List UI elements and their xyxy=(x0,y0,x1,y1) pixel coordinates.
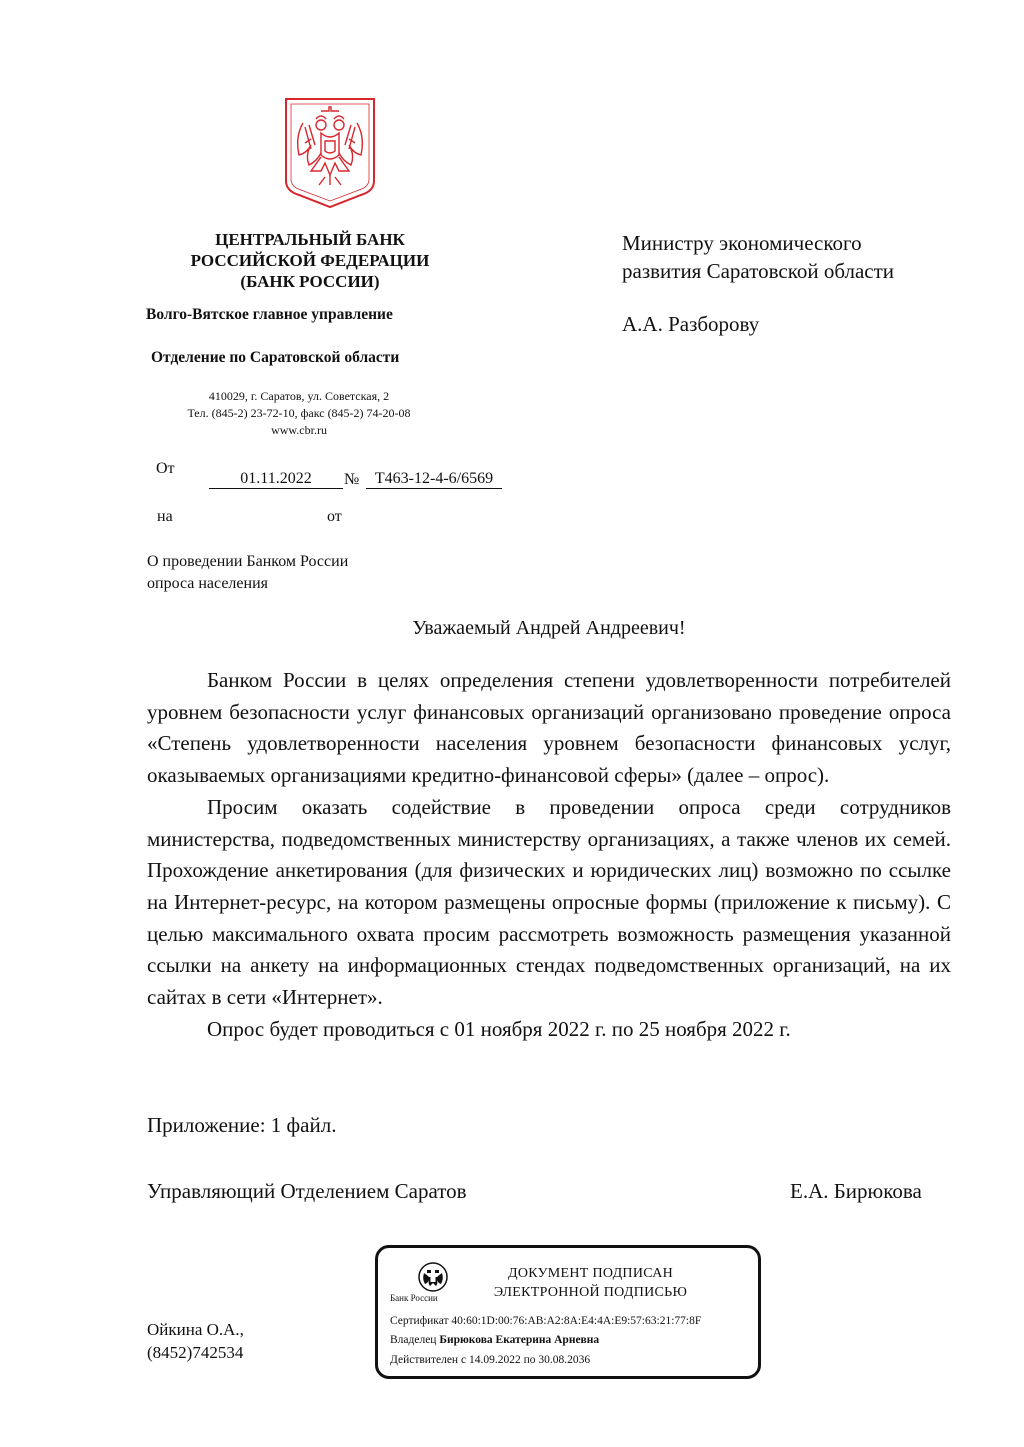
subject-line: О проведении Банком России xyxy=(147,553,349,570)
signer-name: Е.А. Бирюкова xyxy=(790,1179,922,1203)
subject-line: опроса населения xyxy=(147,575,268,592)
attachment-note: Приложение: 1 файл. xyxy=(147,1113,337,1137)
owner-label: Владелец xyxy=(390,1334,437,1346)
executor-name: Ойкина О.А., xyxy=(147,1320,244,1339)
body-paragraph: Опрос будет проводиться с 01 ноября 2022 г. по 25 ноября 2022 г. xyxy=(207,1016,791,1041)
validity-line xyxy=(390,1354,590,1366)
number-label: № xyxy=(344,471,360,488)
body-paragraph: Банком России в целях определения степени удовлетворенности потребителей уровнем безопасности услуг финансовых организаций организовано проведение опроса «Степень удовлетворенности населения уровнем безопасности финансовых услуг, оказываемых организациями кредитно-финансовой сферы» (далее – опрос). xyxy=(147,668,951,788)
stamp-logo-caption: Банк России xyxy=(390,1293,438,1303)
stamp-header-line: ЭЛЕКТРОННОЙ ПОДПИСЬЮ xyxy=(493,1285,688,1300)
letter-number: Т463-12-4-6/6569 xyxy=(366,470,502,489)
stamp-header-line: ДОКУМЕНТ ПОДПИСАН xyxy=(507,1266,674,1281)
letter-subject xyxy=(147,551,348,595)
recipient-position xyxy=(622,229,894,285)
valid-to-date: 30.08.2036 xyxy=(538,1354,591,1366)
letter-body xyxy=(147,665,951,1045)
website-link[interactable]: www.cbr.ru xyxy=(271,423,327,437)
owner-line xyxy=(390,1334,599,1346)
valid-from-label: с xyxy=(460,1354,467,1366)
e-signature-stamp xyxy=(375,1245,761,1379)
executor-phone: (8452)742534 xyxy=(147,1343,244,1362)
address-block xyxy=(140,388,458,439)
bank-name-line: ЦЕНТРАЛЬНЫЙ БАНК xyxy=(215,230,405,249)
executor-info xyxy=(147,1318,244,1364)
certificate-label: Сертификат xyxy=(390,1315,449,1327)
stamp-header xyxy=(478,1264,703,1302)
phone-line: Тел. (845-2) 23-72-10, факс (845-2) 74-20-08 xyxy=(187,406,411,420)
branch-name: Отделение по Саратовской области xyxy=(151,349,400,366)
letter-date: 01.11.2022 xyxy=(209,470,343,489)
certificate-value: 40:60:1D:00:76:AB:A2:8A:E4:4A:E9:57:63:21:77:8F xyxy=(451,1315,702,1327)
recipient-line: развития Саратовской области xyxy=(622,259,895,283)
owner-value: Бирюкова Екатерина Арневна xyxy=(439,1334,600,1346)
bank-name-line: (БАНК РОССИИ) xyxy=(240,272,380,291)
greeting: Уважаемый Андрей Андреевич! xyxy=(412,617,686,639)
address-line: 410029, г. Саратов, ул. Советская, 2 xyxy=(208,389,390,403)
recipient-name: А.А. Разборову xyxy=(622,312,760,336)
valid-label: Действителен xyxy=(390,1354,459,1366)
reply-from-label: от xyxy=(327,508,342,525)
bank-of-russia-eagle-icon xyxy=(416,1261,450,1293)
recipient-line: Министру экономического xyxy=(622,231,862,255)
coat-of-arms-icon xyxy=(283,97,377,209)
from-label: От xyxy=(156,460,175,477)
signer-title: Управляющий Отделением Саратов xyxy=(147,1179,467,1203)
certificate-line xyxy=(390,1315,701,1327)
bank-name-line: РОССИЙСКОЙ ФЕДЕРАЦИИ xyxy=(190,251,430,270)
valid-to-label: по xyxy=(523,1354,536,1366)
valid-from-date: 14.09.2022 xyxy=(468,1354,521,1366)
reply-to-label: на xyxy=(157,508,173,525)
body-paragraph: Просим оказать содействие в проведении опроса среди сотрудников министерства, подведомственных министерству организациях, а также членов их семей. Прохождение анкетирования (для физических и юридических лиц) возможно по ссылке на Интернет-ресурс, на котором размещены опросные формы (приложение к письму). С целью максимального охвата просим рассмотреть возможность размещения указанной ссылки на анкету на информационных стендах подведомственных организаций, на их сайтах в сети «Интернет». xyxy=(147,794,951,1010)
bank-name xyxy=(140,229,480,292)
department-name: Волго-Вятское главное управление xyxy=(146,306,393,323)
